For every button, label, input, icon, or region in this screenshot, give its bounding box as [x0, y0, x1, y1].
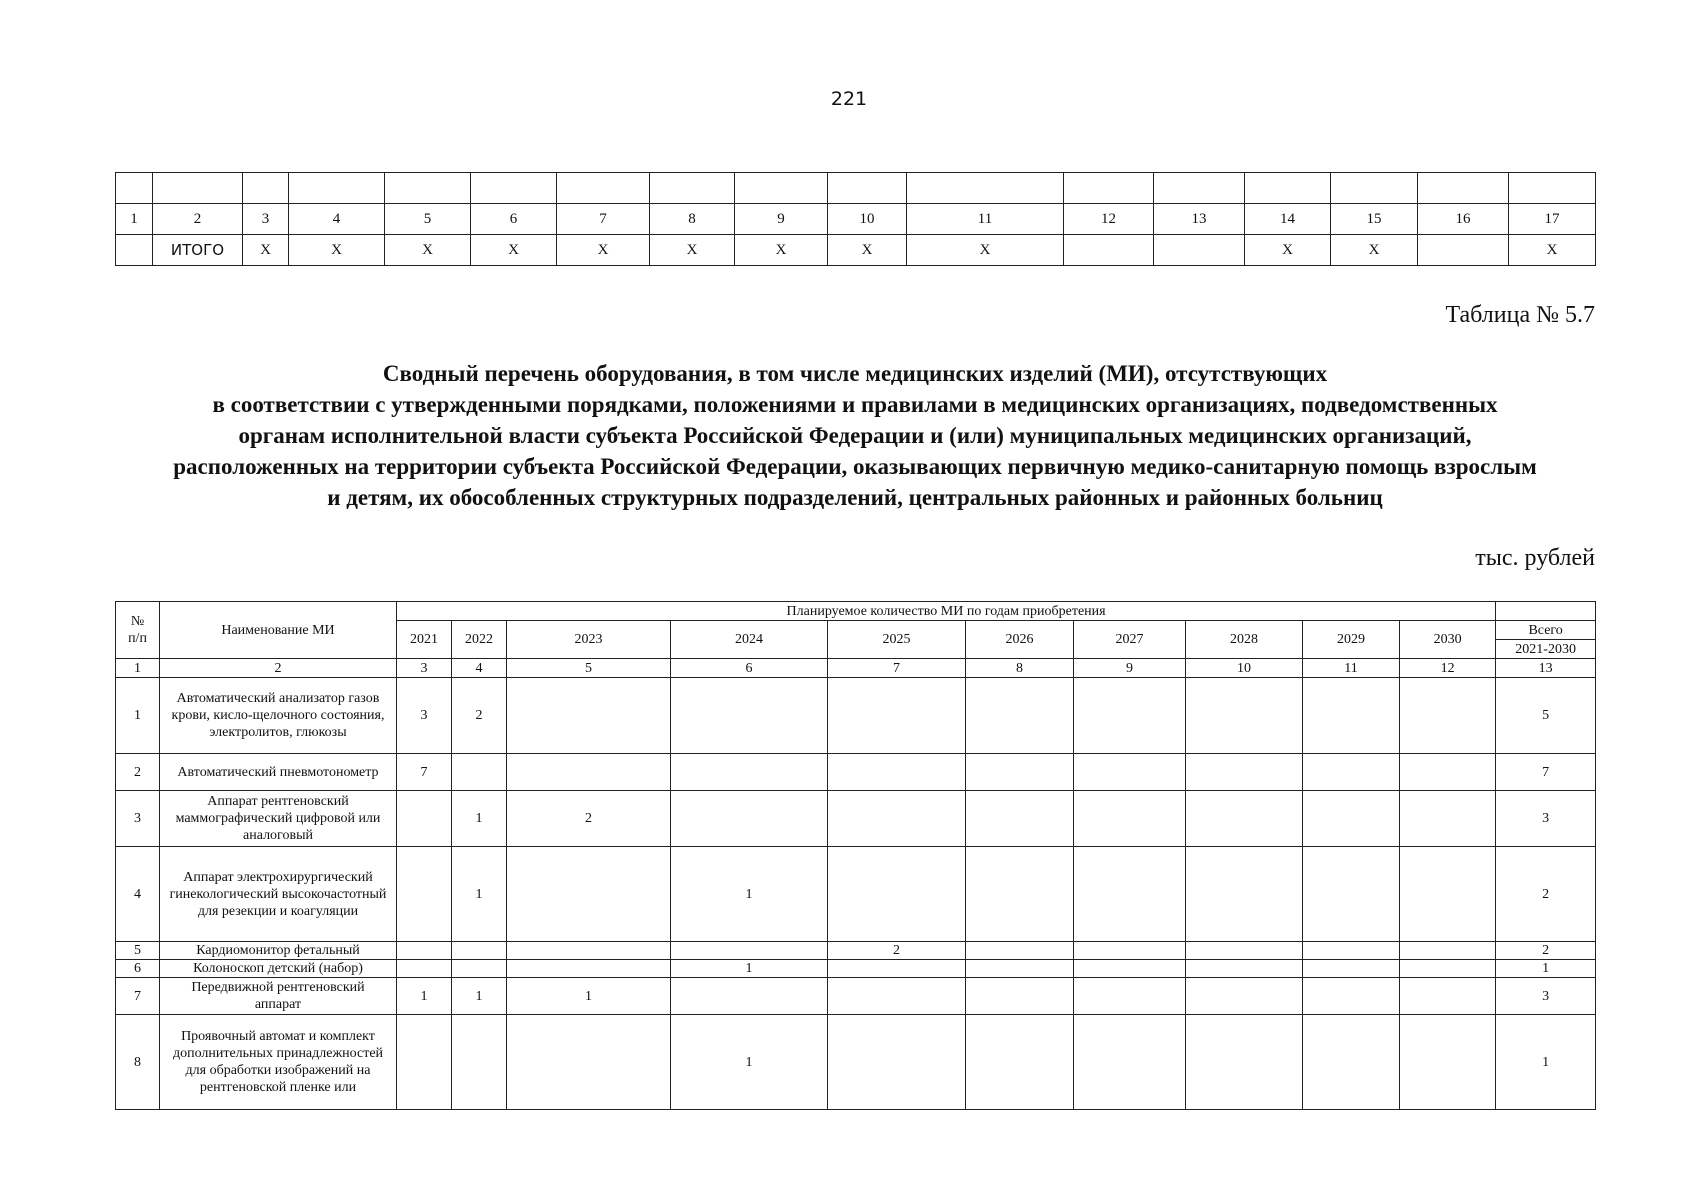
- top-table-blank-row: [116, 173, 1596, 204]
- year-quantity: 1: [452, 978, 507, 1015]
- header-year: 2022: [452, 621, 507, 659]
- year-quantity: [507, 678, 671, 754]
- row-number: 5: [116, 942, 160, 960]
- row-number: 6: [116, 960, 160, 978]
- year-quantity: 2: [507, 791, 671, 847]
- table-row: [116, 678, 1596, 754]
- row-number: 3: [116, 791, 160, 847]
- year-quantity: [1400, 942, 1496, 960]
- header-name: Наименование МИ: [160, 602, 397, 659]
- year-quantity: [1186, 678, 1303, 754]
- table-cell: 13: [1154, 204, 1245, 235]
- year-quantity: [966, 754, 1074, 791]
- table-cell: Х: [1331, 235, 1418, 266]
- table-cell: 12: [1064, 204, 1154, 235]
- table-cell: Х: [735, 235, 828, 266]
- table-cell: 3: [243, 204, 289, 235]
- year-quantity: 1: [507, 978, 671, 1015]
- item-name: Аппарат рентгеновский маммографический цифровой или аналоговый: [160, 791, 397, 847]
- year-quantity: [507, 1015, 671, 1110]
- row-total: 3: [1496, 791, 1596, 847]
- table-cell: 15: [1331, 204, 1418, 235]
- year-quantity: [1400, 754, 1496, 791]
- total-label-cell: ИТОГО: [153, 235, 243, 266]
- year-quantity: [507, 847, 671, 942]
- year-quantity: 2: [828, 942, 966, 960]
- header-year: 2029: [1303, 621, 1400, 659]
- column-number: 2: [160, 659, 397, 678]
- table-cell: [116, 235, 153, 266]
- row-total: 1: [1496, 1015, 1596, 1110]
- row-number: 2: [116, 754, 160, 791]
- year-quantity: [1303, 754, 1400, 791]
- column-number: 4: [452, 659, 507, 678]
- year-quantity: [1400, 791, 1496, 847]
- year-quantity: 1: [452, 847, 507, 942]
- year-quantity: [828, 791, 966, 847]
- year-quantity: [1186, 960, 1303, 978]
- table-cell: Х: [828, 235, 907, 266]
- table-cell: Х: [650, 235, 735, 266]
- year-quantity: [828, 1015, 966, 1110]
- year-quantity: [1303, 791, 1400, 847]
- table-cell: Х: [557, 235, 650, 266]
- table-cell: Х: [289, 235, 385, 266]
- year-quantity: [966, 847, 1074, 942]
- table-cell: 9: [735, 204, 828, 235]
- header-year: 2025: [828, 621, 966, 659]
- year-quantity: [452, 942, 507, 960]
- table-row: [116, 960, 1596, 978]
- column-number: 9: [1074, 659, 1186, 678]
- year-quantity: [671, 754, 828, 791]
- table-cell: Х: [1509, 235, 1596, 266]
- document-title: Сводный перечень оборудования, в том числе медицинских изделий (МИ), отсутствующих в соответствии с утвержденными порядками, положениями и правилами в медицинских организациях, подведомственных органам исполнительной власти субъекта Российской Федерации и (или) муниципальных медицинских организаций, расположенных на территории субъекта Российской Федерации, оказывающих первичную медико-санитарную помощь взрослым и детям, их обособленных структурных подразделений, центральных районных и районных больниц: [173, 361, 1537, 510]
- year-quantity: [397, 960, 452, 978]
- year-quantity: [671, 978, 828, 1015]
- year-quantity: [671, 942, 828, 960]
- header-total-range: 2021-2030: [1496, 640, 1596, 659]
- year-quantity: [1074, 960, 1186, 978]
- column-number: 13: [1496, 659, 1596, 678]
- year-quantity: [966, 791, 1074, 847]
- year-quantity: [1303, 942, 1400, 960]
- table-cell: [1064, 235, 1154, 266]
- year-quantity: [966, 942, 1074, 960]
- year-quantity: [671, 678, 828, 754]
- column-number: 12: [1400, 659, 1496, 678]
- header-year: 2028: [1186, 621, 1303, 659]
- year-quantity: [507, 960, 671, 978]
- year-quantity: [507, 942, 671, 960]
- column-number: 1: [116, 659, 160, 678]
- year-quantity: 1: [452, 791, 507, 847]
- table-cell: 4: [289, 204, 385, 235]
- year-quantity: 7: [397, 754, 452, 791]
- table-cell: Х: [385, 235, 471, 266]
- year-quantity: [1074, 978, 1186, 1015]
- year-quantity: [1186, 791, 1303, 847]
- year-quantity: [1303, 847, 1400, 942]
- year-quantity: [1303, 1015, 1400, 1110]
- table-cell: Х: [1245, 235, 1331, 266]
- year-quantity: [397, 1015, 452, 1110]
- row-total: 3: [1496, 978, 1596, 1015]
- table-cell: 6: [471, 204, 557, 235]
- table-cell: 17: [1509, 204, 1596, 235]
- table-row: [116, 978, 1596, 1015]
- year-quantity: [452, 960, 507, 978]
- column-number: 7: [828, 659, 966, 678]
- table-cell: 2: [153, 204, 243, 235]
- unit-label: тыс. рублей: [1475, 545, 1595, 571]
- item-name: Кардиомонитор фетальный: [160, 942, 397, 960]
- header-year: 2023: [507, 621, 671, 659]
- year-quantity: 1: [397, 978, 452, 1015]
- table-cell: 11: [907, 204, 1064, 235]
- item-name: Аппарат электрохирургический гинекологический высокочастотный для резекции и коагуляции: [160, 847, 397, 942]
- table-row: [116, 942, 1596, 960]
- year-quantity: [1074, 847, 1186, 942]
- table-cell: 10: [828, 204, 907, 235]
- year-quantity: 2: [452, 678, 507, 754]
- table-cell: 16: [1418, 204, 1509, 235]
- header-total: Всего: [1496, 621, 1596, 640]
- item-name: Автоматический пневмотонометр: [160, 754, 397, 791]
- table-cell: 7: [557, 204, 650, 235]
- year-quantity: [671, 791, 828, 847]
- header-year: 2024: [671, 621, 828, 659]
- top-continuation-table: [115, 172, 1596, 266]
- year-quantity: [452, 754, 507, 791]
- year-quantity: [1400, 1015, 1496, 1110]
- year-quantity: 1: [671, 960, 828, 978]
- column-number: 3: [397, 659, 452, 678]
- row-number: 8: [116, 1015, 160, 1110]
- item-name: Проявочный автомат и комплект дополнительных принадлежностей для обработки изображений на рентгеновской пленке или: [160, 1015, 397, 1110]
- header-number: № п/п: [116, 602, 160, 659]
- year-quantity: [1074, 754, 1186, 791]
- year-quantity: [966, 678, 1074, 754]
- year-quantity: [1400, 847, 1496, 942]
- header-year: 2027: [1074, 621, 1186, 659]
- row-total: 2: [1496, 942, 1596, 960]
- header-year: 2021: [397, 621, 452, 659]
- table-cell: [1418, 235, 1509, 266]
- row-total: 2: [1496, 847, 1596, 942]
- year-quantity: [397, 942, 452, 960]
- row-number: 1: [116, 678, 160, 754]
- table-cell: 1: [116, 204, 153, 235]
- row-total: 1: [1496, 960, 1596, 978]
- year-quantity: [1074, 678, 1186, 754]
- header-row: [116, 602, 1596, 621]
- year-quantity: [966, 1015, 1074, 1110]
- year-quantity: [1186, 1015, 1303, 1110]
- year-quantity: [828, 978, 966, 1015]
- table-cell: Х: [907, 235, 1064, 266]
- top-table-total-row: [116, 235, 1596, 266]
- table-cell: Х: [471, 235, 557, 266]
- year-quantity: [1074, 942, 1186, 960]
- table-row: [116, 847, 1596, 942]
- year-quantity: [1303, 678, 1400, 754]
- table-cell: 8: [650, 204, 735, 235]
- item-name: Передвижной рентгеновский аппарат: [160, 978, 397, 1015]
- table-cell: Х: [243, 235, 289, 266]
- year-quantity: [1186, 847, 1303, 942]
- table-cell: 5: [385, 204, 471, 235]
- year-quantity: [1186, 942, 1303, 960]
- column-number: 11: [1303, 659, 1400, 678]
- header-year: 2026: [966, 621, 1074, 659]
- column-number: 5: [507, 659, 671, 678]
- table-row: [116, 754, 1596, 791]
- header-year: 2030: [1400, 621, 1496, 659]
- table-label: Таблица № 5.7: [1445, 302, 1595, 328]
- year-quantity: [1400, 678, 1496, 754]
- year-quantity: [397, 847, 452, 942]
- year-quantity: [828, 754, 966, 791]
- year-quantity: [507, 754, 671, 791]
- year-quantity: 1: [671, 1015, 828, 1110]
- equipment-table: [115, 601, 1596, 1110]
- year-quantity: [966, 978, 1074, 1015]
- item-name: Автоматический анализатор газов крови, кисло-щелочного состояния, электролитов, глюкозы: [160, 678, 397, 754]
- item-name: Колоноскоп детский (набор): [160, 960, 397, 978]
- year-quantity: [828, 960, 966, 978]
- column-number: 6: [671, 659, 828, 678]
- top-table-number-row: [116, 204, 1596, 235]
- year-quantity: [828, 847, 966, 942]
- year-quantity: [1074, 791, 1186, 847]
- page-number: 221: [830, 88, 868, 110]
- year-quantity: [397, 791, 452, 847]
- table-row: [116, 1015, 1596, 1110]
- year-quantity: [1400, 978, 1496, 1015]
- header-total-blank: [1496, 602, 1596, 621]
- year-quantity: [1186, 978, 1303, 1015]
- year-quantity: 3: [397, 678, 452, 754]
- year-quantity: [1400, 960, 1496, 978]
- year-quantity: [1074, 1015, 1186, 1110]
- year-quantity: [1303, 978, 1400, 1015]
- row-total: 7: [1496, 754, 1596, 791]
- table-cell: 14: [1245, 204, 1331, 235]
- column-number: 10: [1186, 659, 1303, 678]
- year-quantity: [1303, 960, 1400, 978]
- row-number: 4: [116, 847, 160, 942]
- header-planned: Планируемое количество МИ по годам приобретения: [397, 602, 1496, 621]
- row-total: 5: [1496, 678, 1596, 754]
- year-quantity: [828, 678, 966, 754]
- year-quantity: 1: [671, 847, 828, 942]
- column-number: 8: [966, 659, 1074, 678]
- column-number-row: [116, 659, 1596, 678]
- year-quantity: [452, 1015, 507, 1110]
- row-number: 7: [116, 978, 160, 1015]
- table-cell: [1154, 235, 1245, 266]
- table-row: [116, 791, 1596, 847]
- year-quantity: [966, 960, 1074, 978]
- year-quantity: [1186, 754, 1303, 791]
